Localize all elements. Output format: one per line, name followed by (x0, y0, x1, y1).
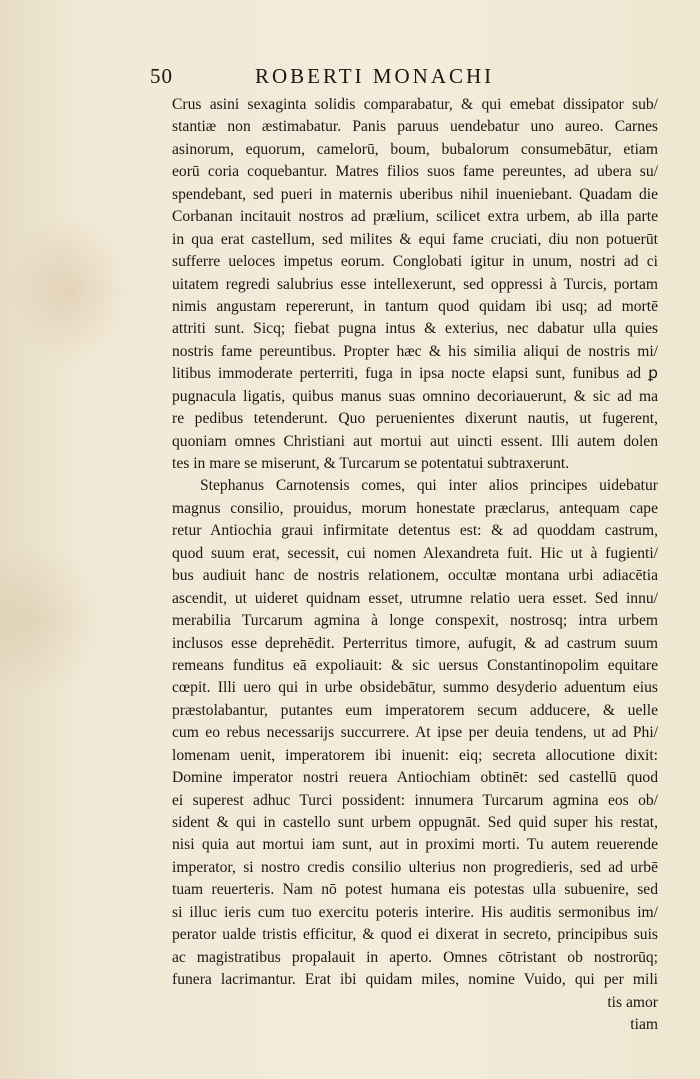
text-line: perator ualde tristis efficitur, & quod ei dixerat in secreto, principibus suis (172, 926, 658, 944)
text-line: sufferre ueloces impetus eorum. Conglobati igitur in unum, nostri ad ci (172, 253, 658, 271)
text-line: magnus consilio, prouidus, morum honestate præclarus, antequam cape (172, 499, 658, 517)
text-line: inclusos esse deprehēdit. Perterritus timore, aufugit, & ad castrum suum (172, 634, 658, 652)
text-line: præstolabantur, putantes eum imperatorem secum adducere, & uelle (172, 701, 658, 719)
text-line: uitatem regredi salubrius esse intellexerunt, sed oppressi à Turcis, portam (172, 275, 658, 293)
text-line: remeans funditus eā expoliauit: & sic uersus Constantinopolim equitare (172, 656, 658, 674)
text-line: ac magistratibus propalauit in aperto. Omnes cōtristant ob nostrorūq; (172, 948, 658, 966)
text-line: ei superest adhuc Turci possident: innumera Turcarum agmina eos ob/ (172, 791, 658, 809)
text-line: attriti sunt. Sicq; fiebat pugna intus & exterius, nec dabatur ulla quies (172, 320, 658, 338)
text-line: Domine imperator nostri reuera Antiochiam obtinēt: sed castellū quod (172, 769, 658, 787)
text-line: pugnacula ligatis, quibus manus suas omnino decoriauerunt, & sic ad ma (172, 387, 658, 405)
text-line: retur Antiochia graui infirmitate detentus est: & ad quoddam castrum, (172, 522, 658, 540)
text-line: eorū coria coquebantur. Matres filios suos fame pereuntes, ad ubera su/ (172, 163, 658, 181)
text-line: bus audiuit hanc de nostris relationem, occultæ montana urbi adiacētia (172, 567, 658, 585)
text-line: spendebant, sed pueri in maternis uberibus nihil inueniebant. Quadam die (172, 185, 658, 203)
text-line: tes in mare se miserunt, & Turcarum se potentatui subtraxerunt. (172, 455, 570, 472)
text-line: litibus immoderate perterriti, fuga in ipsa nocte elapsi sunt, funibus ad ꝑ (172, 365, 658, 383)
line-end-continuation: tis amor (607, 993, 658, 1011)
text-line: re pedibus tetenderunt. Quo peruenientes dixerunt nautis, ut fugerent, (172, 410, 658, 428)
text-line: merabilia Turcarum agmina à longe conspexit, nostrosq; intra urbem (172, 612, 658, 630)
text-line: tuam reuerteris. Nam nō potest humana eis potestas ulla subuenire, sed (172, 881, 658, 899)
text-line: Crus asini sexaginta solidis comparabatur, & qui emebat dissipator sub/ (172, 96, 658, 113)
page-number: 50 (150, 64, 173, 88)
text-line: funera lacrimantur. Erat ibi quidam miles, nomine Vuido, qui per mili (172, 971, 658, 989)
text-line: sident & qui in castello sunt urbem oppugnāt. Sed quid super his restat, (172, 814, 658, 831)
text-line: imperator, si nostro credis consilio ulterius non progredieris, sed ad urbē (172, 858, 658, 876)
text-line: si illuc ieris cum tuo exercitu poteris interire. His auditis sermonibus im/ (172, 903, 658, 921)
text-line: nisi quia aut mortui iam sunt, aut in proximi morti. Tu autem reuerende (172, 836, 658, 854)
text-block (172, 94, 658, 1036)
page-header (150, 64, 650, 92)
text-line: stantiæ non æstimabatur. Panis paruus uendebatur uno aureo. Carnes (172, 118, 658, 136)
text-line: quod suum erat, secessit, cui nomen Alexandreta fuit. Hic ut à fugienti/ (172, 544, 658, 562)
text-line: Corbanan incitauit nostros ad prælium, scilicet extra urbem, ab illa parte (172, 208, 658, 226)
running-title: ROBERTI MONACHI (255, 64, 495, 88)
text-line: asinorum, equorum, camelorū, boum, bubalorum consumebātur, etiam (172, 140, 658, 158)
text-line: ascendit, ut uideret quidnam esset, utrumne relatio uera esset. Sed innu/ (172, 589, 658, 607)
text-line: quoniam omnes Christiani aut mortui aut uincti essent. Illi autem dolen (172, 432, 658, 450)
text-line: in qua erat castellum, sed milites & equi fame cruciati, diu non potuerūt (172, 230, 658, 248)
text-line: cum eo rebus necessarijs succurrere. At ipse per deuia tendens, ut ad Phi/ (172, 724, 658, 742)
catchword: tiam (630, 1015, 658, 1033)
paragraph-start-line: Stephanus Carnotensis comes, qui inter alios principes uidebatur (200, 477, 658, 495)
text-line: lomenam uenit, imperatorem ibi inuenit: eiq; secreta allocutione dixit: (172, 746, 658, 764)
text-line: nostris fame pereuntibus. Propter hæc & his similia aliqui de nostris mi/ (172, 342, 658, 360)
text-line: nimis angustam repererunt, in tantum quod quidam ibi usq; ad mortē (172, 297, 658, 315)
text-line: cœpit. Illi uero qui in urbe obsidebātur, summo desyderio aduentum eius (172, 679, 658, 697)
